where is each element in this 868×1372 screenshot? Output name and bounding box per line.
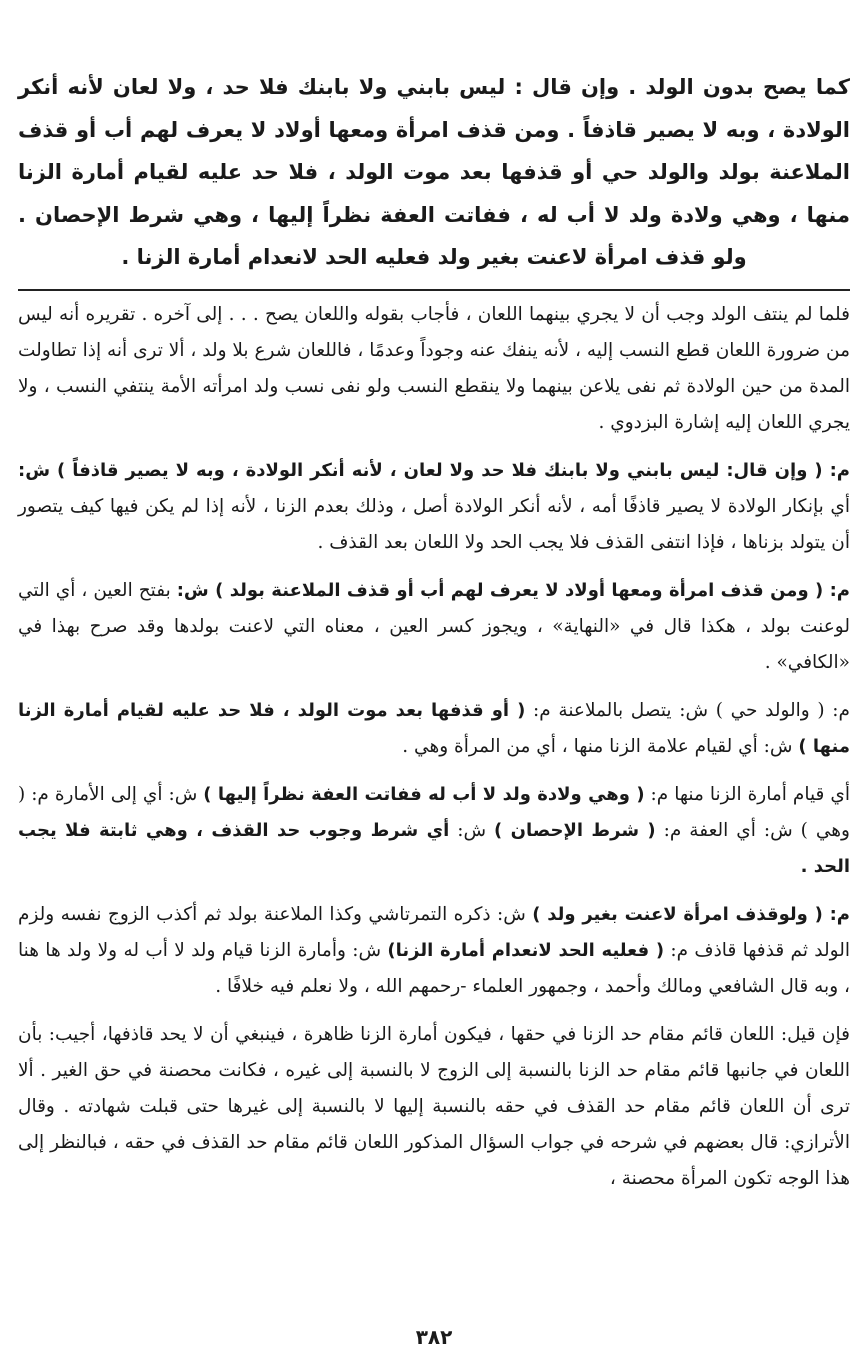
sharh-paragraph bbox=[18, 453, 850, 561]
sharh-commentary bbox=[18, 297, 850, 1197]
matn-quote: ( شرط الإحصان ) bbox=[494, 819, 656, 841]
matn-text: كما يصح بدون الولد . وإن قال : ليس بابني ولا بابنك فلا حد ، ولا لعان لأنه أنكر الولادة ، وبه لا يصير قاذفاً . ومن قذف امرأة ومعها أولاد لا يعرف لهم أب أو قذف الملاعنة بولد والولد حي أو قذفها بعد موت الولد ، فلا حد عليه لقيام أمارة الزنا منها ، وهي ولادة ولد لا أب له ، ففاتت العفة نظراً إليها ، وهي شرط الإحصان . ولو قذف امرأة لاعنت بغير ولد فعليه الحد لانعدام أمارة الزنا . bbox=[18, 75, 850, 269]
commentary-text: بفتح العين ، أي التي لوعنت بولد ، هكذا قال في «النهاية» ، ويجوز كسر العين ، معناه التي لاعنت بولدها وقد صرح بهذا في «الكافي» . bbox=[18, 579, 850, 673]
sharh-paragraph bbox=[18, 297, 850, 441]
book-page bbox=[18, 66, 850, 1372]
matn-quote: ( فعليه الحد لانعدام أمارة الزنا) bbox=[387, 939, 665, 961]
commentary-text: فإن قيل: اللعان قائم مقام حد الزنا في حقها ، فيكون أمارة الزنا ظاهرة ، فينبغي أن لا يحد قاذفها، أجيب: بأن اللعان في جانبها قائم مقام حد الزنا بالنسبة إلى الزوج لا بالنسبة إلى غيره ، فكانت محصنة في حق الغير . ألا ترى أن اللعان قائم مقام حد القذف في حقه بالنسبة إليها لا بالنسبة إلى غيرها حتى قبلت شهادته . وقال الأترازي: قال بعضهم في شرحه في جواب السؤال المذكور اللعان قائم مقام حد القذف في حقه ، فبالنظر إلى هذا الوجه تكون المرأة محصنة ، bbox=[18, 1023, 850, 1189]
sharh-paragraph bbox=[18, 897, 850, 1005]
divider-rule bbox=[18, 289, 850, 291]
sharh-paragraph bbox=[18, 777, 850, 885]
commentary-text: ش: أي إلى الأمارة م: ( وهي ) ش: أي العفة م: bbox=[18, 783, 850, 841]
commentary-text: ش: ذكره التمرتاشي وكذا الملاعنة بولد ثم أكذب الزوج نفسه ولزم الولد ثم قذفها قاذف م: bbox=[18, 903, 850, 961]
matn-quote: ( أو قذفها بعد موت الولد ، فلا حد عليه لقيام أمارة الزنا منها ) bbox=[18, 699, 850, 757]
commentary-text: أي بإنكار الولادة لا يصير قاذفًا أمه ، لأنه أنكر الولادة أصل ، وذلك بعدم الزنا ، لأنه إذا لم يكن فيها كيف يتصور أن يتولد بزناها ، فإذا انتفى القذف فلا يجب الحد ولا اللعان بعد القذف . bbox=[18, 495, 850, 553]
page-number: ٣٨٢ bbox=[415, 1325, 453, 1349]
matn-quote: ( وهي ولادة ولد لا أب له ففاتت العفة نظراً إليها ) bbox=[203, 783, 645, 805]
matn-quote: أي شرط وجوب حد القذف ، وهي ثابتة فلا يجب الحد . bbox=[18, 819, 850, 877]
matn-quote: م: ( ولوقذف امرأة لاعنت بغير ولد ) bbox=[532, 903, 850, 925]
matn-quote: م: ( وإن قال: ليس بابني ولا بابنك فلا حد ولا لعان ، لأنه أنكر الولادة ، وبه لا يصير قاذفاً ) ش: bbox=[18, 459, 850, 481]
commentary-text: ش: bbox=[449, 819, 495, 841]
commentary-text: ش: وأمارة الزنا قيام ولد لا أب له ولا ولد ها هنا ، وبه قال الشافعي ومالك وأحمد ، وجمهور العلماء -رحمهم الله ، ولا نعلم فيه خلافًا . bbox=[18, 939, 850, 997]
commentary-text: أي قيام أمارة الزنا منها م: bbox=[644, 783, 850, 805]
sharh-paragraph bbox=[18, 693, 850, 765]
sharh-paragraph bbox=[18, 573, 850, 681]
commentary-text: ش: أي لقيام علامة الزنا منها ، أي من المرأة وهي . bbox=[402, 735, 799, 757]
commentary-text: فلما لم ينتف الولد وجب أن لا يجري بينهما اللعان ، فأجاب بقوله واللعان يصح . . . إلى آخره . تقريره أنه ليس من ضرورة اللعان قطع النسب إليه ، لأنه ينفك عنه وجوداً وعدمًا ، فاللعان شرع بلا ولد ، ألا ترى أنه إذا تطاولت المدة من حين الولادة ثم نفى يلاعن بينهما ولا ينقطع النسب ولو نفى نسب ولد امرأته الأمة ينتفي النسب ، ولا يجري اللعان إليه إشارة البزدوي . bbox=[18, 303, 850, 433]
matn-quote: م: ( ومن قذف امرأة ومعها أولاد لا يعرف لهم أب أو قذف الملاعنة بولد ) ش: bbox=[176, 579, 850, 601]
commentary-text: م: ( والولد حي ) ش: يتصل بالملاعنة م: bbox=[525, 699, 850, 721]
sharh-paragraph bbox=[18, 1017, 850, 1197]
